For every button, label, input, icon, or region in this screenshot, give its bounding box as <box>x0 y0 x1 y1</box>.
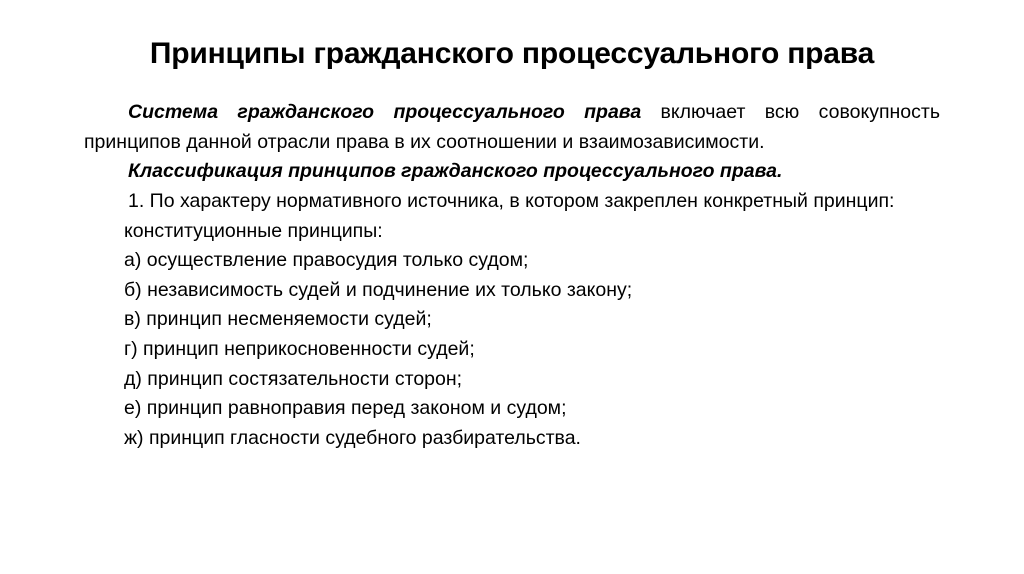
list-item: д) принцип состязательности сторон; <box>124 367 463 390</box>
list-item: ж) принцип гласности судебного разбирательства. <box>124 426 581 449</box>
list-item: г) принцип неприкосновенности судей; <box>124 338 475 360</box>
list-item: а) осуществление правосудия только судом; <box>124 249 529 272</box>
list-item: в) принцип несменяемости судей; <box>124 308 432 331</box>
paragraph-system <box>84 98 940 157</box>
paragraph-system-emphasis: Система гражданского процессуального права <box>128 101 642 123</box>
paragraph-system-text: включает всю совокупность принципов данной отрасли права в их соотношении и взаимозависимости. <box>84 101 940 153</box>
paragraph-criterion-1-text: 1. По характеру нормативного источника, в котором закреплен конкретный принцип: <box>128 189 895 212</box>
subheading-constitutional: конституционные принципы: <box>124 219 383 242</box>
paragraph-criterion-1 <box>84 187 940 217</box>
paragraph-classification <box>84 157 940 187</box>
list-item: е) принцип равноправия перед законом и судом; <box>124 397 567 420</box>
paragraph-classification-emphasis: Классификация принципов гражданского процессуального права. <box>128 160 783 183</box>
page-title: Принципы гражданского процессуального права <box>149 37 875 70</box>
slide-body <box>84 98 940 454</box>
list-item: б) независимость судей и подчинение их только закону; <box>124 278 633 301</box>
